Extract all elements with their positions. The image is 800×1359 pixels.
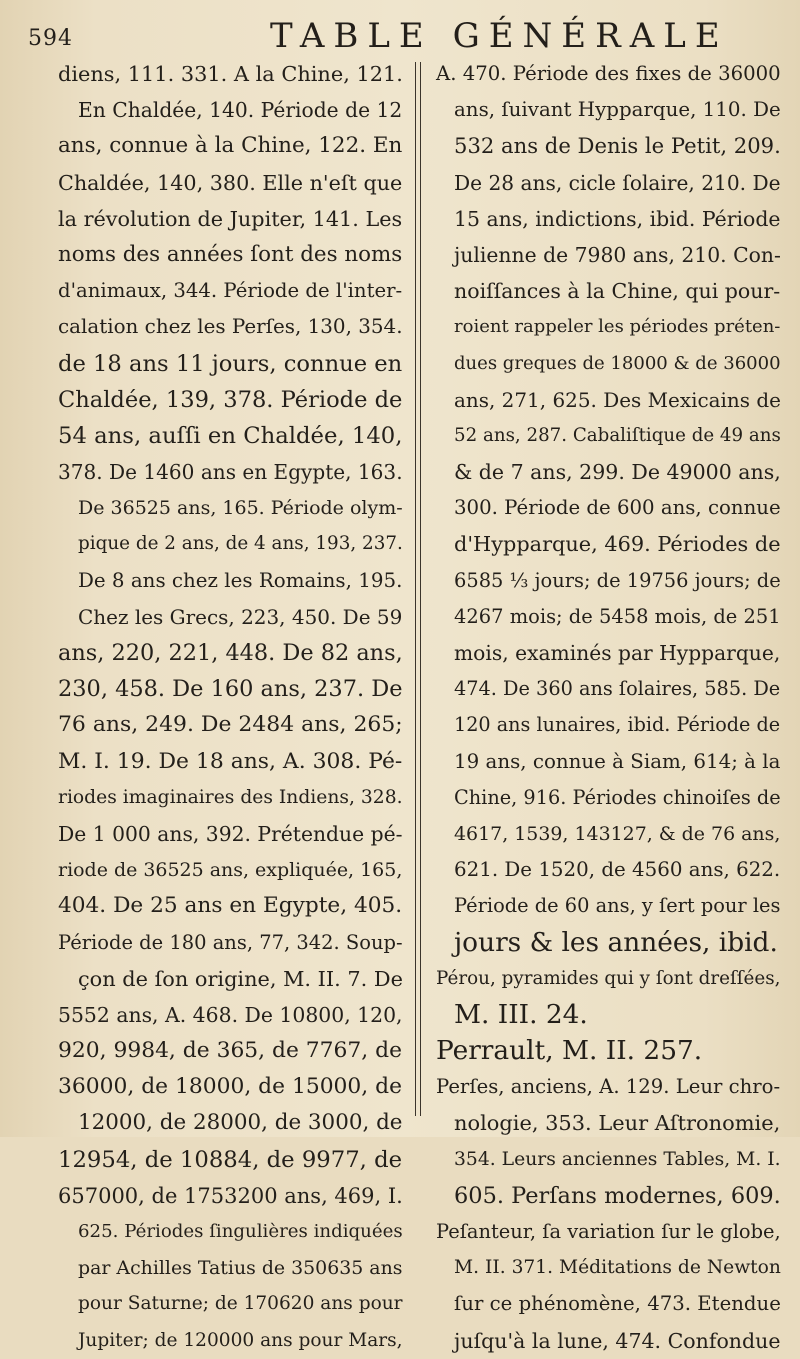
index-line: 378. De 1460 ans en Egypte, 163. bbox=[58, 460, 403, 485]
index-line: 4617, 1539, 143127, & de 76 ans, bbox=[454, 822, 781, 845]
index-line: Période de 60 ans, y ſert pour les bbox=[454, 894, 781, 918]
index-line: riode de 36525 ans, expliquée, 165, bbox=[58, 859, 403, 882]
index-line: De 28 ans, cicle ſolaire, 210. De bbox=[454, 170, 781, 195]
index-line: riodes imaginaires des Indiens, 328. bbox=[58, 786, 403, 808]
index-line: 36000, de 18000, de 15000, de bbox=[58, 1074, 403, 1100]
index-line: ans, ſuivant Hypparque, 110. De bbox=[454, 98, 781, 122]
index-line: Perrault, M. II. 257. bbox=[436, 1035, 703, 1067]
index-line: 474. De 360 ans ſolaires, 585. De bbox=[454, 677, 781, 701]
index-line: M. II. 371. Méditations de Newton bbox=[454, 1257, 781, 1279]
index-line: 52 ans, 287. Cabaliſtique de 49 ans bbox=[454, 424, 781, 446]
index-line: Chez les Grecs, 223, 450. De 59 bbox=[78, 604, 403, 629]
index-line: 6585 ⅓ jours; de 19756 jours; de bbox=[454, 568, 781, 592]
index-line: roient rappeler les périodes préten- bbox=[454, 316, 781, 338]
index-line: d'Hypparque, 469. Périodes de bbox=[454, 532, 781, 557]
index-line: Chine, 916. Périodes chinoiſes de bbox=[454, 785, 781, 809]
index-line: Perſes, anciens, A. 129. Leur chro- bbox=[436, 1075, 781, 1099]
index-line: dues greques de 18000 & de 36000 bbox=[454, 352, 781, 374]
index-line: ans, 220, 221, 448. De 82 ans, bbox=[58, 640, 403, 666]
index-line: En Chaldée, 140. Période de 12 bbox=[78, 98, 403, 123]
index-line: noiſſances à la Chine, qui pour- bbox=[454, 279, 781, 304]
page-header bbox=[0, 12, 800, 56]
index-column-right bbox=[436, 56, 784, 1359]
index-line: Chaldée, 140, 380. Elle n'eſt que bbox=[58, 170, 403, 195]
index-line: de 18 ans 11 jours, connue en bbox=[58, 350, 403, 377]
index-line: 15 ans, indictions, ibid. Période bbox=[454, 206, 781, 231]
index-line: d'animaux, 344. Période de l'inter- bbox=[58, 279, 403, 303]
index-line: 625. Périodes ſingulières indiquées bbox=[78, 1221, 403, 1242]
index-column-left bbox=[58, 56, 406, 1359]
index-line: Jupiter; de 120000 ans pour Mars, bbox=[78, 1329, 403, 1351]
index-line: nologie, 353. Leur Aſtronomie, bbox=[454, 1111, 781, 1136]
index-line: diens, 111. 331. A la Chine, 121. bbox=[58, 62, 403, 86]
index-line: calation chez les Perſes, 130, 354. bbox=[58, 315, 403, 339]
index-line: De 1 000 ans, 392. Prétendue pé- bbox=[58, 821, 403, 846]
index-line: 120 ans lunaires, ibid. Période de bbox=[454, 713, 781, 737]
running-title: TABLE GÉNÉRALE bbox=[270, 16, 729, 56]
index-line: De 36525 ans, 165. Période olym- bbox=[78, 497, 403, 520]
index-line: 920, 9984, de 365, de 7767, de bbox=[58, 1038, 402, 1064]
index-line: 5552 ans, A. 468. De 10800, 120, bbox=[58, 1002, 403, 1027]
index-line: 12000, de 28000, de 3000, de bbox=[78, 1110, 403, 1136]
index-line: la révolution de Jupiter, 141. Les bbox=[58, 206, 403, 231]
index-line: 300. Période de 600 ans, connue bbox=[454, 496, 781, 520]
index-line: 12954, de 10884, de 9977, de bbox=[58, 1146, 403, 1173]
index-line: M. III. 24. bbox=[454, 998, 588, 1030]
index-line: 657000, de 1753200 ans, 469, I. bbox=[58, 1183, 403, 1208]
column-divider-right bbox=[420, 62, 421, 1116]
index-line: Pérou, pyramides qui y ſont dreſſées, bbox=[436, 967, 781, 989]
index-line: Peſanteur, ſa variation ſur le globe, bbox=[436, 1220, 781, 1243]
index-line: ans, 271, 625. Des Mexicains de bbox=[454, 387, 781, 412]
index-line: 605. Perſans modernes, 609. bbox=[454, 1182, 781, 1209]
index-line: 19 ans, connue à Siam, 614; à la bbox=[454, 749, 781, 773]
index-line: 532 ans de Denis le Petit, 209. bbox=[454, 133, 781, 159]
index-line: 76 ans, 249. De 2484 ans, 265; bbox=[58, 712, 403, 738]
index-line: 4267 mois; de 5458 mois, de 251 bbox=[454, 604, 781, 628]
index-line: Chaldée, 139, 378. Période de bbox=[58, 386, 403, 413]
index-line: par Achilles Tatius de 350635 ans bbox=[78, 1257, 403, 1280]
index-line: ſur ce phénomène, 473. Etendue bbox=[454, 1292, 781, 1316]
index-line: jours & les années, ibid. bbox=[454, 926, 778, 958]
index-line: juſqu'à la lune, 474. Confondue bbox=[454, 1328, 781, 1353]
index-line: çon de ſon origine, M. II. 7. De bbox=[78, 966, 403, 991]
index-line: 230, 458. De 160 ans, 237. De bbox=[58, 676, 403, 703]
page-number: 594 bbox=[28, 26, 73, 51]
index-line: 354. Leurs anciennes Tables, M. I. bbox=[454, 1148, 781, 1170]
index-line: Période de 180 ans, 77, 342. Soup- bbox=[58, 930, 403, 954]
column-divider-left bbox=[415, 62, 416, 1116]
index-line: A. 470. Période des fixes de 36000 bbox=[436, 62, 781, 85]
index-line: De 8 ans chez les Romains, 195. bbox=[78, 568, 403, 592]
index-line: & de 7 ans, 299. De 49000 ans, bbox=[454, 460, 781, 485]
index-line: julienne de 7980 ans, 210. Con- bbox=[454, 242, 781, 267]
index-line: noms des années ſont des noms bbox=[58, 241, 403, 267]
index-line: mois, examinés par Hypparque, bbox=[454, 641, 781, 665]
index-line: pique de 2 ans, de 4 ans, 193, 237. bbox=[78, 533, 403, 555]
index-line: ans, connue à la Chine, 122. En bbox=[58, 133, 403, 159]
index-line: M. I. 19. De 18 ans, A. 308. Pé- bbox=[58, 748, 403, 774]
index-line: pour Saturne; de 170620 ans pour bbox=[78, 1293, 403, 1315]
index-line: 404. De 25 ans en Egypte, 405. bbox=[58, 893, 403, 919]
index-line: 54 ans, auſſi en Chaldée, 140, bbox=[58, 422, 403, 449]
index-line: 621. De 1520, de 4560 ans, 622. bbox=[454, 858, 781, 882]
